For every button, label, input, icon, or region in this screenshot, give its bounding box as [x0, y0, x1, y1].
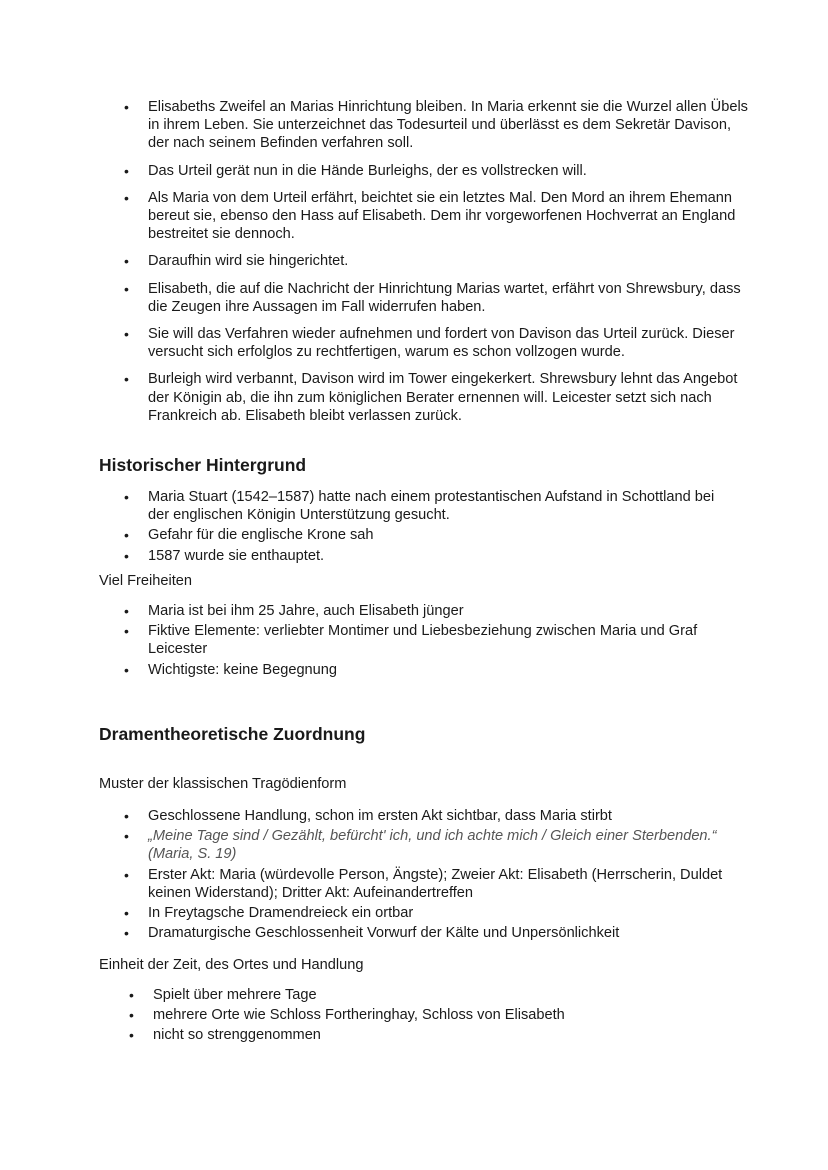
bullet-icon: • [124, 371, 129, 388]
list-item: • Maria Stuart (1542–1587) hatte nach einem protestantischen Aufstand in Schottland bei der englischen Königin Unterstützung gesucht. [124, 489, 715, 524]
list-item: • Geschlossene Handlung, schon im ersten Akt sichtbar, dass Maria stirbt [124, 808, 612, 824]
section-heading-historical: Historischer Hintergrund [99, 455, 307, 475]
list-item: • Gefahr für die englische Krone sah [124, 527, 374, 544]
bullet-icon: • [124, 326, 129, 343]
bullet-icon: • [129, 1007, 134, 1024]
freedoms-label: Viel Freiheiten [99, 573, 193, 589]
bullet-icon: • [129, 1027, 134, 1044]
bullet-icon: • [124, 661, 129, 678]
quote-text: „Meine Tage sind / Gezählt, befürcht' ich, und ich achte mich / Gleich einer Sterbenden.“ (Maria, S. 19) [148, 828, 717, 863]
list-item: • Dramaturgische Geschlossenheit Vorwurf der Kälte und Unpersönlichkeit [124, 925, 620, 942]
bullet-icon: • [124, 828, 129, 845]
bullet-icon: • [124, 253, 129, 270]
bullet-icon: • [124, 527, 129, 544]
list-item: • Elisabeth, die auf die Nachricht der Hinrichtung Marias wartet, erfährt von Shrewsbury, dass die Zeugen ihre Aussagen im Fall widerrufen haben. [124, 280, 741, 315]
freedoms-bullet-list [124, 602, 738, 681]
bullet-icon: • [124, 603, 129, 619]
list-item: • nicht so strenggenommen [129, 1027, 321, 1044]
bullet-icon: • [124, 547, 129, 564]
bullet-icon: • [124, 280, 129, 297]
list-item: • Sie will das Verfahren wieder aufnehmen und fordert von Davison das Urteil zurück. Dieser versucht sich erfolglos zu rechtfertigen, warum es schon vollzogen wurde. [124, 326, 735, 361]
list-item: • 1587 wurde sie enthauptet. [124, 547, 325, 564]
list-item [124, 827, 738, 863]
list-item: • Maria ist bei ihm 25 Jahre, auch Elisabeth jünger [124, 603, 464, 619]
list-item: • In Freytagsche Dramendreieck ein ortbar [124, 905, 414, 922]
bullet-icon: • [124, 808, 129, 824]
bullet-icon: • [124, 905, 129, 922]
list-item: • Fiktive Elemente: verliebter Montimer und Liebesbeziehung zwischen Maria und Graf Leicester [124, 623, 698, 658]
bullet-icon: • [124, 866, 129, 883]
bullet-icon: • [124, 925, 129, 942]
section-heading-drama: Dramentheoretische Zuordnung [99, 724, 366, 744]
drama-bullet-list [124, 807, 738, 944]
list-item: • Spielt über mehrere Tage [129, 987, 317, 1003]
list-item: • Elisabeths Zweifel an Marias Hinrichtung bleiben. In Maria erkennt sie die Wurzel allen Übels in ihrem Leben. Sie unterzeichnet das Todesurteil und überlässt es dem Sekretär Davison, der nach seinem Befinden verfahren soll. [124, 99, 748, 152]
historical-bullet-list [124, 488, 738, 567]
bullet-icon: • [124, 189, 129, 206]
list-item: • Das Urteil gerät nun in die Hände Burleighs, der es vollstrecken will. [124, 162, 587, 179]
bullet-icon: • [129, 987, 134, 1003]
drama-intro: Muster der klassischen Tragödienform [99, 776, 347, 792]
plot-bullet-list [124, 98, 748, 434]
list-item: • Als Maria von dem Urteil erfährt, beichtet sie ein letztes Mal. Den Mord an ihrem Ehemann bereut sie, ebenso den Hass auf Elisabeth. Dem ihr vorgeworfenen Hochverrat an England bestreitet sie dennoch. [124, 189, 736, 243]
list-item: • Erster Akt: Maria (würdevolle Person, Ängste); Zweier Akt: Elisabeth (Herrscherin, Duldet keinen Widerstand); Dritter Akt: Aufeinandertreffen [124, 866, 723, 901]
bullet-icon: • [124, 623, 129, 640]
list-item: • mehrere Orte wie Schloss Fortheringhay, Schloss von Elisabeth [129, 1007, 565, 1024]
bullet-icon: • [124, 162, 129, 179]
list-item: • Daraufhin wird sie hingerichtet. [124, 253, 349, 270]
unity-label: Einheit der Zeit, des Ortes und Handlung [99, 957, 364, 973]
list-item: • Wichtigste: keine Begegnung [124, 661, 338, 678]
unity-bullet-list [129, 986, 743, 1047]
list-item: • Burleigh wird verbannt, Davison wird im Tower eingekerkert. Shrewsbury lehnt das Angebot der Königin ab, die ihn zum königlichen Berater ernennen will. Leicester setzt sich nach Frankreich ab. Elisabeth bleibt verlassen zurück. [124, 371, 738, 424]
bullet-icon: • [124, 99, 129, 115]
bullet-icon: • [124, 489, 129, 505]
